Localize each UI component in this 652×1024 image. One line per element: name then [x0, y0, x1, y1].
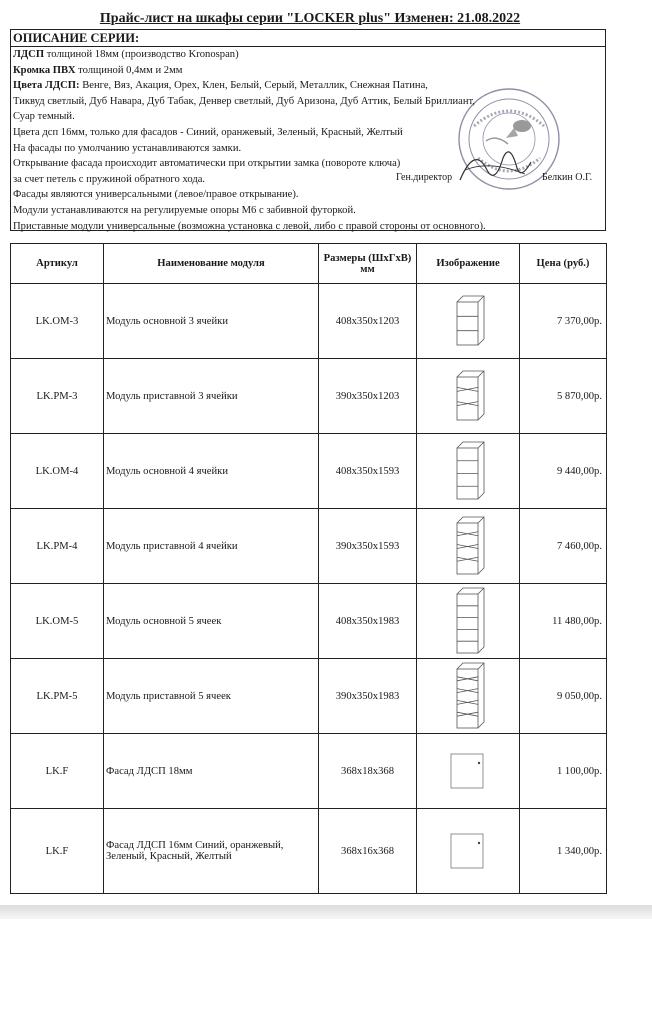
- description-line: [11, 94, 605, 110]
- description-line: [11, 125, 605, 141]
- size-cell: 390x350x1203: [319, 359, 417, 434]
- door-panel-icon: [448, 751, 488, 791]
- article-cell: LK.PM-3: [11, 359, 104, 434]
- image-cell: [417, 734, 520, 809]
- col-article: Артикул: [11, 244, 104, 284]
- description-line-text: Венге, Вяз, Акация, Орех, Клен, Белый, Серый, Металлик, Снежная Патина,: [79, 80, 428, 92]
- article-cell: LK.OM-3: [11, 284, 104, 359]
- open-cabinet-4-icon: [451, 441, 485, 501]
- description-line-text: Приставные модули универсальные (возможна установка с левой, либо с правой стороны от основного).: [13, 220, 486, 232]
- price-cell: 1 340,00р.: [520, 809, 607, 894]
- name-cell: Модуль основной 4 ячейки: [104, 434, 319, 509]
- article-cell: LK.OM-4: [11, 434, 104, 509]
- name-cell: Модуль основной 5 ячеек: [104, 584, 319, 659]
- description-line: [11, 63, 605, 79]
- signature-block: [396, 170, 606, 186]
- image-cell: [417, 434, 520, 509]
- price-cell: 11 480,00р.: [520, 584, 607, 659]
- image-cell: [417, 509, 520, 584]
- col-image: Изображение: [417, 244, 520, 284]
- page-title: Прайс-лист на шкафы серии "LOCKER plus" Изменен: 21.08.2022: [99, 11, 521, 26]
- table-row: [11, 284, 607, 359]
- description-line: [11, 219, 605, 235]
- price-cell: 7 370,00р.: [520, 284, 607, 359]
- image-cell: [417, 809, 520, 894]
- description-line-text: Модули устанавливаются на регулируемые опоры М6 с забивной футоркой.: [13, 204, 356, 216]
- description-line-label: Цвета ЛДСП:: [13, 80, 80, 92]
- table-header-row: [11, 244, 607, 284]
- name-cell: Модуль приставной 4 ячейки: [104, 509, 319, 584]
- description-line-text: На фасады по умолчанию устанавливаются замки.: [13, 142, 242, 154]
- name-cell: Фасад ЛДСП 18мм: [104, 734, 319, 809]
- description-line: [11, 78, 605, 94]
- table-row: [11, 734, 607, 809]
- article-cell: LK.OM-5: [11, 584, 104, 659]
- image-cell: [417, 359, 520, 434]
- article-cell: LK.F: [11, 809, 104, 894]
- description-line-label: Кромка ПВХ: [13, 64, 76, 76]
- price-rows: [11, 284, 607, 894]
- price-cell: 9 440,00р.: [520, 434, 607, 509]
- size-cell: 408x350x1593: [319, 434, 417, 509]
- col-name: Наименование модуля: [104, 244, 319, 284]
- series-description: [10, 29, 606, 231]
- description-line-text: Открывание фасада происходит автоматически при открытии замка (повороте ключа): [13, 158, 401, 170]
- add-on-cabinet-5-icon: [451, 662, 485, 730]
- price-cell: 9 050,00р.: [520, 659, 607, 734]
- description-line-text: Цвета дсп 16мм, только для фасадов - Синий, оранжевый, Зеленый, Красный, Желтый: [13, 126, 403, 138]
- price-cell: 5 870,00р.: [520, 359, 607, 434]
- image-cell: [417, 584, 520, 659]
- table-row: [11, 809, 607, 894]
- description-heading: ОПИСАНИЕ СЕРИИ:: [11, 30, 605, 47]
- name-cell: Модуль основной 3 ячейки: [104, 284, 319, 359]
- size-cell: 408x350x1983: [319, 584, 417, 659]
- add-on-cabinet-3-icon: [451, 370, 485, 422]
- size-cell: 390x350x1593: [319, 509, 417, 584]
- signer-position: Ген.директор: [396, 172, 453, 183]
- price-table: [10, 243, 607, 894]
- description-line-text: Фасады являются универсальными (левое/правое открывание).: [13, 189, 299, 201]
- open-cabinet-3-icon: [451, 295, 485, 347]
- name-cell: Модуль приставной 5 ячеек: [104, 659, 319, 734]
- article-cell: LK.F: [11, 734, 104, 809]
- description-line: [11, 47, 605, 63]
- price-cell: 1 100,00р.: [520, 734, 607, 809]
- description-line: [11, 187, 605, 203]
- col-price: Цена (руб.): [520, 244, 607, 284]
- table-row: [11, 434, 607, 509]
- article-cell: LK.PM-5: [11, 659, 104, 734]
- name-cell: Модуль приставной 3 ячейки: [104, 359, 319, 434]
- size-cell: 368x16x368: [319, 809, 417, 894]
- col-size: Размеры (ШхГхВ) мм: [319, 244, 417, 284]
- description-line: [11, 109, 605, 125]
- description-line: [11, 203, 605, 219]
- table-row: [11, 359, 607, 434]
- table-row: [11, 659, 607, 734]
- description-line-text: Суар темный.: [13, 111, 75, 123]
- size-cell: 390x350x1983: [319, 659, 417, 734]
- size-cell: 408x350x1203: [319, 284, 417, 359]
- table-row: [11, 509, 607, 584]
- price-cell: 7 460,00р.: [520, 509, 607, 584]
- description-line-label: ЛДСП: [13, 49, 45, 60]
- door-panel-icon: [448, 831, 488, 871]
- size-cell: 368x18x368: [319, 734, 417, 809]
- description-line-text: толщиной 18мм (производство Kronospan): [44, 49, 239, 60]
- signer-name: Белкин О.Г.: [542, 172, 593, 183]
- article-cell: LK.PM-4: [11, 509, 104, 584]
- open-cabinet-5-icon: [451, 587, 485, 655]
- table-row: [11, 584, 607, 659]
- description-line-text: Тиквуд светлый, Дуб Навара, Дуб Табак, Денвер светлый, Дуб Аризона, Дуб Аттик, Белый Бриллиант,: [13, 95, 475, 107]
- description-line-text: толщиной 0,4мм и 2мм: [75, 64, 183, 76]
- description-line-text: за счет петель с пружиной обратного хода.: [13, 173, 206, 185]
- add-on-cabinet-4-icon: [451, 516, 485, 576]
- image-cell: [417, 284, 520, 359]
- page-edge: [0, 905, 652, 919]
- name-cell: Фасад ЛДСП 16мм Синий, оранжевый, Зеленый, Красный, Желтый: [104, 809, 319, 894]
- image-cell: [417, 659, 520, 734]
